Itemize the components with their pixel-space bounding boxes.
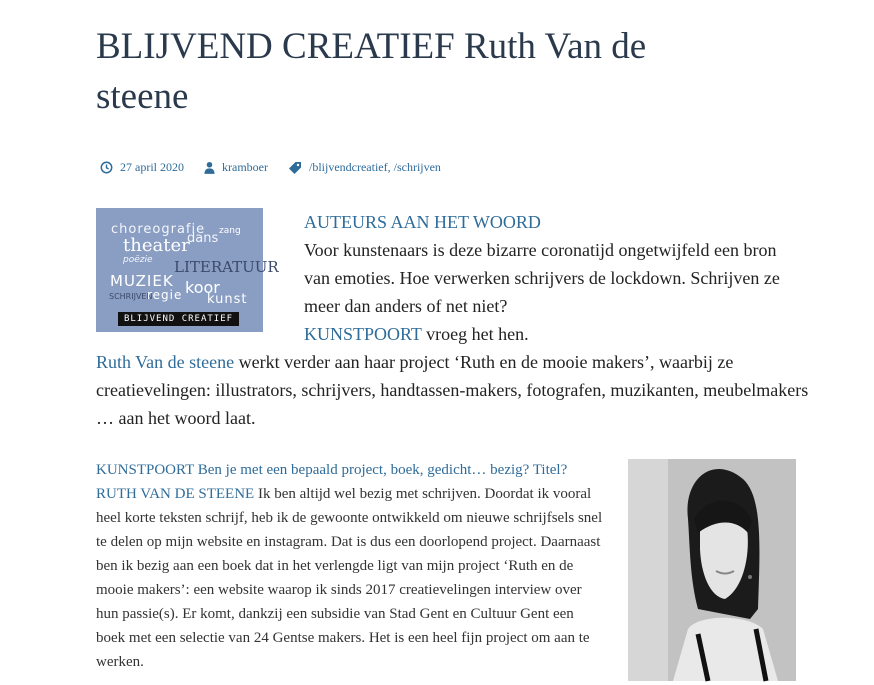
- author-photo-graphic: [628, 459, 796, 681]
- banner-word: regie: [147, 288, 183, 302]
- user-icon: [204, 161, 215, 174]
- answer-label: RUTH VAN DE STEENE: [96, 486, 255, 502]
- tag-icon: [288, 161, 302, 175]
- banner-word: zang: [219, 226, 241, 236]
- person-link[interactable]: Ruth Van de steene: [96, 352, 235, 372]
- intro-block: [304, 208, 804, 348]
- question: [96, 462, 567, 478]
- banner-word: MUZIEK: [110, 272, 174, 290]
- post-author[interactable]: [204, 160, 268, 175]
- clock-icon: [100, 161, 113, 174]
- banner-word: dans: [187, 231, 219, 246]
- post-date-text: 27 april 2020: [120, 160, 184, 174]
- question-text: Ben je met een bepaald project, boek, gedicht… bezig? Titel?: [194, 462, 568, 478]
- banner-word: theater: [123, 235, 190, 256]
- post-tags-text: /blijvendcreatief, /schrijven: [308, 160, 441, 174]
- banner-word: LITERATUUR: [174, 258, 279, 276]
- post-author-text: kramboer: [222, 160, 268, 174]
- banner-word: koor: [185, 278, 220, 297]
- blijvend-creatief-banner: [96, 208, 279, 332]
- kunstpoort-link[interactable]: KUNSTPOORT: [304, 324, 422, 344]
- author-photo: [628, 459, 796, 681]
- banner-word: choreografie: [111, 222, 206, 237]
- intro-text: Voor kunstenaars is deze bizarre coronatijd ongetwijfeld een bron van emoties. Hoe verwerken schrijvers de lockdown. Schrijven ze meer dan anders of net niet?: [304, 240, 780, 316]
- interview-block: [96, 458, 606, 674]
- banner-label: BLIJVEND CREATIEF: [118, 312, 239, 326]
- post-title: BLIJVEND CREATIEF Ruth Van de steene: [96, 26, 647, 117]
- post-date[interactable]: [100, 160, 184, 175]
- question-label: KUNSTPOORT: [96, 462, 195, 478]
- intro-person-rest: werkt verder aan haar project ‘Ruth en de mooie makers’, waarbij ze creatievelingen: illustrators, schrijvers, handtassen-makers, fotografen, muzikanten, meubelmakers … aan het woord laat.: [96, 352, 809, 428]
- banner-word: poëzie: [123, 255, 153, 265]
- answer-text: Ik ben altijd wel bezig met schrijven. Doordat ik vooral heel korte teksten schrijf, heb ik de gewoonte ontwikkeld om nieuwe schrijfsels snel te delen op mijn website en instagram. Dat is dus een doorlopend project. Daarnaast ben ik bezig aan een boek dat in het verlengde ligt van mijn project ‘Ruth en de mooie makers’: een website waarop ik sinds 2017 creatievelingen interview over hun passie(s). Er komt, dankzij een subsidie van Stad Gent en Cultuur Gent een boek met een selectie van 24 Gentse makers. Het is een heel fijn project om aan te werken.: [96, 486, 603, 670]
- banner-word: SCHRIJVEN: [109, 292, 153, 301]
- intro-heading: AUTEURS AAN HET WOORD: [304, 212, 541, 232]
- post-meta: [100, 160, 461, 175]
- post-tags[interactable]: [288, 160, 441, 175]
- intro-continuation: [96, 348, 816, 432]
- banner-word: kunst: [207, 292, 248, 307]
- intro-source-rest: vroeg het hen.: [421, 324, 529, 344]
